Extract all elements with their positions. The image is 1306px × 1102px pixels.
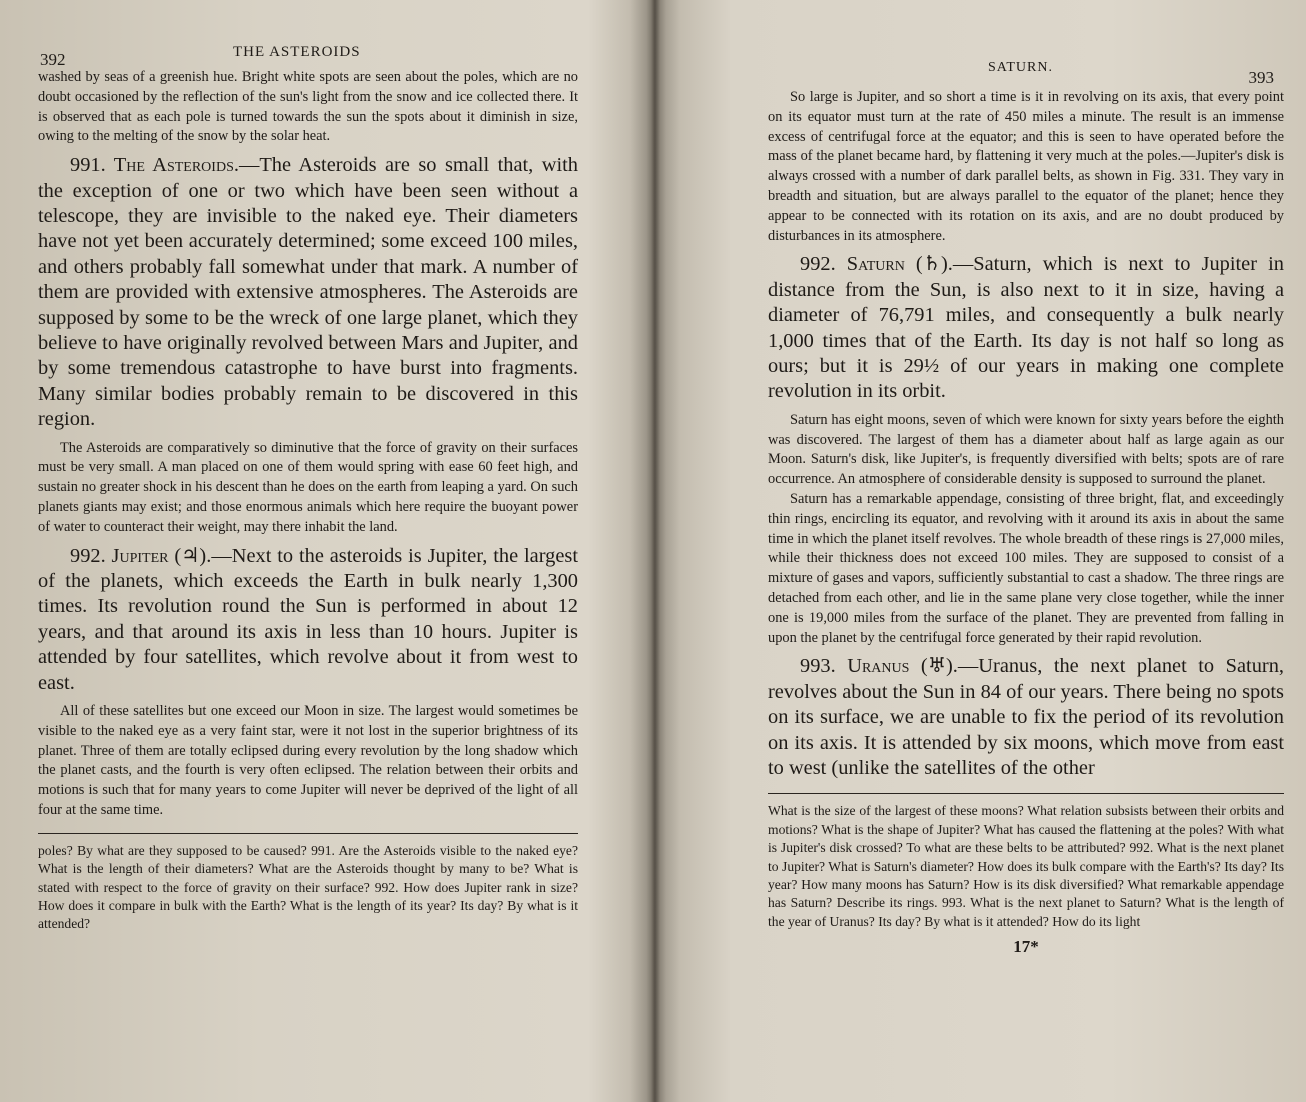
saturn-rings-note: Saturn has a remarkable appendage, consisting of three bright, flat, and exceedingly thin rings, encircling its equator, and revolving with it around its axis in about the same time in which the planet itself revolves. The whole breadth of these rings is 27,000 miles, while their thickness does not exceed 100 miles. They are supposed to consist of a mixture of gases and vapors, sufficiently substantial to cast a shadow. The three rings are detached from each other, and lie in the same plane very close together, while the inner one is 19,000 miles from the surface of the planet. They are prevented from falling in upon the planet by the centrifugal force generated by their rapid revolution. (768, 491, 1284, 646)
section-992-jupiter-heading: 992. Jupiter (♃). (70, 544, 212, 567)
section-991-heading: 991. The Asteroids. (70, 154, 239, 177)
left-page-header (38, 38, 578, 68)
section-991-note: The Asteroids are comparatively so diminutive that the force of gravity on their surfaces must be very small. A man placed on one of them would spring with ease 60 feet high, and sustain no greater shock in his descent than he does on the earth from leaping a yard. On such planets giants may exist; and those enormous animals which here require the buoyant power of water to counteract their weight, may there inhabit the land. (38, 439, 578, 535)
section-992-jupiter-note: All of these satellites but one exceed our Moon in size. The largest would sometimes be visible to the naked eye as a very faint star, were it not lost in the superior brightness of its planet. Three of them are totally eclipsed during every revolution by the long shadow which the planet casts, and the fourth is very often eclipsed. The relation between their orbits and motions is such that for many years to come Jupiter will never be deprived of the light of all four at the same time. (38, 703, 578, 819)
section-992-saturn-heading: 992. Saturn (♄). (800, 253, 953, 276)
right-page-number: 393 (1248, 68, 1274, 87)
section-993-uranus-body: —Uranus, the next planet to Saturn, revolves about the Sun in 84 of our years. There being no spots on its surface, we are unable to fix the period of its revolution on its axis. It is attended by six moons, which move from east to west (unlike the satellites of the other (768, 655, 1284, 779)
left-running-head: THE ASTEROIDS (233, 44, 361, 60)
right-page-header (768, 58, 1284, 88)
right-questions: What is the size of the largest of these moons? What relation subsists between their orbits and motions? What is the shape of Jupiter? What has caused the flattening at the poles? With what is Jupiter's disk crossed? To what are these belts to be attributed? 992. What is the next planet to Jupiter? What is Saturn's diameter? How does its bulk compare with the Earth's? Its day? Its year? How many moons has Saturn? How is its disk diversified? What remarkable appendage has Saturn? Describe its rings. 993. What is the next planet to Saturn? What is the length of the year of Uranus? Its day? By what is it attended? How do its light (768, 803, 1284, 929)
left-footnote-rule (38, 833, 578, 834)
signature-mark: 17* (1013, 937, 1039, 957)
right-page (658, 0, 1306, 1102)
section-993-uranus-paragraph (768, 654, 1284, 781)
section-991-paragraph (38, 153, 578, 432)
saturn-moons-note: Saturn has eight moons, seven of which were known for sixty years before the eighth was discovered. The largest of them has a diameter about half as large again as our Moon. Saturn's disk, like Jupiter's, is frequently diversified with belts; spots are of rare occurrence. An atmosphere of considerable density is supposed to surround the planet. (768, 411, 1284, 488)
right-footnote-rule (768, 793, 1284, 794)
section-992-jupiter-paragraph (38, 544, 578, 696)
right-running-head: SATURN. (988, 60, 1053, 75)
section-991-body: —The Asteroids are so small that, with the exception of one or two which have been seen without a telescope, they are invisible to the naked eye. Their diameters have not yet been accurately determined; some exceed 100 miles, and others probably fall somewhat under that mark. A number of them are provided with extensive atmospheres. The Asteroids are supposed by some to be the wreck of one large planet, which they believe to have originally revolved between Mars and Jupiter, and by some tremendous catastrophe to have burst into fragments. Many similar bodies probably remain to be discovered in this region. (38, 154, 578, 431)
left-page (0, 0, 650, 1102)
left-intro-paragraph: washed by seas of a greenish hue. Bright white spots are seen about the poles, which are no doubt occasioned by the reflection of the sun's light from the snow and ice collected there. It is observed that as each pole is turned towards the sun the spots about it diminish in size, owing to the melting of the snow by the solar heat. (38, 69, 578, 145)
left-page-number: 392 (40, 50, 66, 69)
section-993-uranus-heading: 993. Uranus (♅). (800, 655, 958, 678)
section-992-saturn-paragraph (768, 252, 1284, 404)
left-questions: poles? By what are they supposed to be caused? 991. Are the Asteroids visible to the naked eye? What is the length of their diameters? What are the Asteroids thought by many to be? What is stated with respect to the force of gravity on their surface? 992. How does Jupiter rank in size? How does it compare in bulk with the Earth? What is the length of its year? Its day? By what is it attended? (38, 842, 578, 932)
right-intro-paragraph: So large is Jupiter, and so short a time is it in revolving on its axis, that every point on its equator must turn at the rate of 450 miles a minute. The result is an immense excess of centrifugal force at the equator; and this is seen to have operated before the mass of the planet became hard, by flattening it very much at the poles.—Jupiter's disk is always crossed with a number of dark parallel belts, as shown in Fig. 331. They vary in breadth and situation, but are always parallel to the equator of the planet; hence they appear to be connected with its rotation on its axis, and are no doubt produced by disturbances in its atmosphere. (768, 89, 1284, 244)
section-992-jupiter-body: —Next to the asteroids is Jupiter, the largest of the planets, which exceeds the Earth in bulk nearly 1,300 times. Its revolution round the Sun is performed in about 12 years, and that around its axis in less than 10 hours. Jupiter is attended by four satellites, which revolve about it from west to east. (38, 544, 578, 694)
section-992-saturn-body: —Saturn, which is next to Jupiter in distance from the Sun, is also next to it in size, having a diameter of 76,791 miles, and consequently a bulk nearly 1,000 times that of the Earth. Its day is not half so long as ours; but it is 29½ of our years in making one complete revolution in its orbit. (768, 253, 1284, 403)
